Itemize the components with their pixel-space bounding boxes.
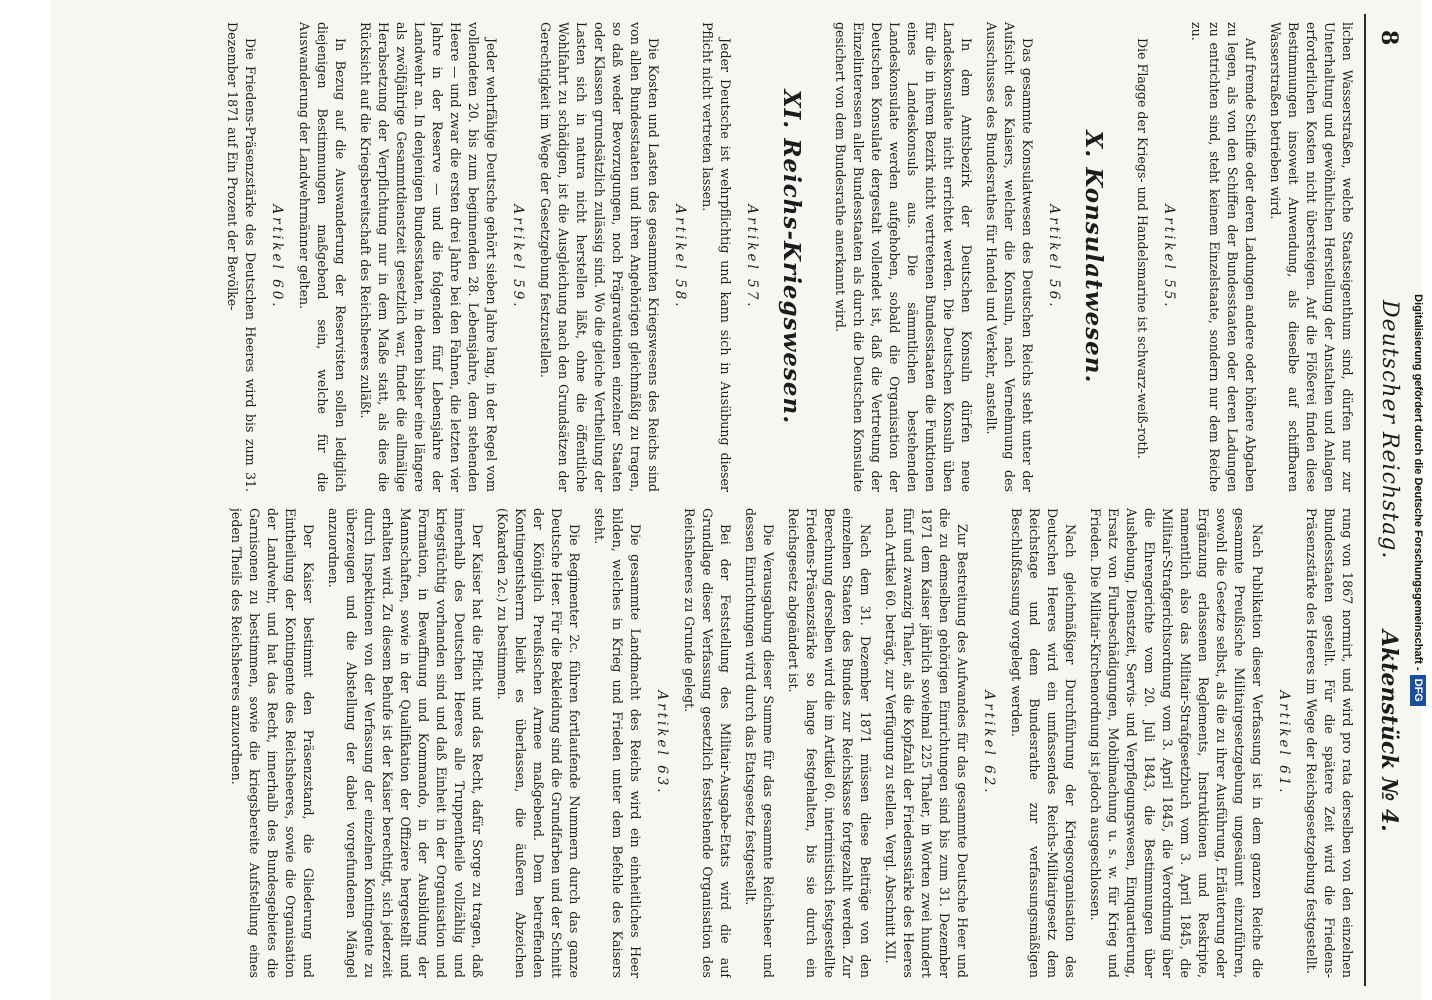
paragraph: Die Kosten und Lasten des gesammten Kriegswesens des Reichs sind von allen Bundesstaaten und ihren Angehörigen gleichmäßig zu tragen, so daß weder Bevorzugungen, noch Prägravationen einzelner Staaten oder Klassen grundsätzlich zulässig sind. Wo die gleiche Vertheilung der Lasten sich in natura nicht herstellen läßt, ohne die öffentliche Wohlfahrt zu schädigen, ist die Ausgleichung nach den Grundsätzen der Gerechtigkeit im Wege der Gesetzgebung festzustellen. [538,22,661,492]
left-column [66,22,1356,492]
article-heading: Artikel 59. [510,204,526,310]
paragraph: Jeder wehrfähige Deutsche gehört sieben Jahre lang, in der Regel vom vollendeten 20. bis zum beginnenden 28. Lebensjahre, dem stehenden Heere — und zwar die ersten drei Jahre bei den Fahnen, die letzten vier Jahre in der Reserve — und die folgenden fünf Lebensjahre der Landwehr an. In denjenigen Bundesstaaten, in denen bisher eine längere als zwölfjährige Gesammtdienstzeit gesetzlich war, findet die allmälige Herabsetzung der Verpflichtung nur in dem Maße statt, als dies die Rücksicht auf die Kriegsbereitschaft des Reichsheeres zuläßt. [358,22,499,492]
page-number: 8 [1376,30,1402,46]
paragraph: In Bezug auf die Auswanderung der Reservisten sollen lediglich diejenigen Bestimmungen maßgebend sein, welche für die Auswanderung der Landwehrmänner gelten. [297,22,348,492]
paragraph: Die Flagge der Kriegs- und Handelsmarine ist schwarz-weiß-roth. [1135,38,1150,459]
paragraph: Das gesammte Konsulatwesen des Deutschen Reichs steht unter der Aufsicht des Kaisers, welcher die Konsuln, nach Vernehmung des Ausschusses des Bundesrathes für Handel und Verkehr, anstellt. [984,22,1035,492]
credit-label: Digitalisierung gefördert durch die Deutsche Forschungsgemeinschaft - [1412,294,1424,671]
dfg-logo: DFG [1410,675,1426,706]
paragraph: Der Kaiser hat die Pflicht und das Recht, dafür Sorge zu tragen, daß innerhalb des Deutschen Heeres alle Truppentheile vollzählig und kriegstüchtig vorhanden sind und daß Einheit in der Organisation und Formation, in Bewaffnung und Kommando, in der Ausbildung der Mannschaften, sowie in der Qualifikation der Offiziere hergestellt und erhalten wird. Zu diesem Behufe ist der Kaiser berechtigt, sich jederzeit durch Inspektionen von der Verfassung der einzelnen Kontingente zu überzeugen und die Abstellung der dabei vorgefundenen Mängel anzuordnen. [326,508,485,978]
paragraph: Zur Bestreitung des Aufwandes für das gesammte Deutsche Heer und die zu demselben gehörigen Einrichtungen sind bis zum 31. Dezember 1871 dem Kaiser jährlich sovielmal 225 Thaler, in Worten zwei hundert fünf und zwanzig Thaler, als die Kopfzahl der Friedensstärke des Heeres nach Artikel 60. beträgt, zur Verfügung zu stellen. Vergl. Abschnitt XII. [883,508,970,978]
header-rule [1364,14,1366,986]
section-heading: XI. Reichs-Kriegswesen. [778,89,805,425]
running-head: Deutscher Reichstag. [1377,300,1402,560]
paragraph: Bei der Feststellung des Militair-Ausgabe-Etats wird die auf Grundlage dieser Verfassung gesetzlich feststehende Organisation des Reichsheeres zu Grunde gelegt. [682,508,733,978]
document-page [50,0,1422,1000]
paragraph: Nach Publikation dieser Verfassung ist in dem ganzen Reiche die gesammte Preußische Militairgesetzgebung ungesäumt einzuführen, sowohl die Gesetze selbst, als die zu ihrer Ausführung, Erläuterung oder Ergänzung erlassenen Reglements, Instruktionen und Reskripte, namentlich also das Militair-Strafgesetzbuch vom 3. April 1845, die Militair-Strafgerichtsordnung vom 3. April 1845, die Verordnung über die Ehrengerichte vom 20. Juli 1843, die Bestimmungen über Aushebung, Dienstzeit, Servis- und Verpflegungswesen, Einquartierung, Ersatz von Flurbeschädigungen, Mobilmachung u. s. w. für Krieg und Frieden. Die Militair-Kirchenordnung ist jedoch ausgeschlossen. [1088,508,1265,978]
paragraph: Nach dem 31. Dezember 1871 müssen diese Beiträge von den einzelnen Staaten des Bundes zur Reichskasse fortgezahlt werden. Zur Berechnung derselben wird die im Artikel 60. interimistisch festgestellte Friedens-Präsenzstärke so lange festgehalten, bis sie durch ein Reichsgesetz abgeändert ist. [786,508,873,978]
article-heading: Artikel 58. [672,204,688,310]
paragraph: Jeder Deutsche ist wehrpflichtig und kann sich in Ausübung dieser Pflicht nicht vertreten lassen. [700,22,733,492]
paragraph: Die Verausgabung dieser Summe für das gesammte Reichsheer und dessen Einrichtungen wird durch das Etatsgesetz festgestellt. [743,508,776,978]
paragraph: Der Kaiser bestimmt den Präsenzstand, die Gliederung und Eintheilung der Kontingente des Reichsheeres, sowie die Organisation der Landwehr, und hat das Recht, innerhalb des Bundesgebietes die Garnisonen zu bestimmen, sowie die kriegsbereite Aufstellung eines jeden Theils des Reichsheeres anzuordnen. [229,508,316,978]
paragraph: Die Regimenter 2c. führen fortlaufende Nummern durch das ganze Deutsche Heer. Für die Bekleidung sind die Grundfarben und der Schnitt der Königlich Preußischen Armee maßgebend. Dem betreffenden Kontingentsherrn bleibt es überlassen, die äußeren Abzeichen (Kokarden 2c.) zu bestimmen. [495,508,582,978]
paragraph: In dem Amtsbezirk der Deutschen Konsuln dürfen neue Landeskonsulate nicht errichtet werden. Die Deutschen Konsuln üben für die in ihrem Bezirk nicht vertretenen Bundesstaaten die Funktionen eines Landeskonsuls aus. Die sämmtlichen bestehenden Landeskonsulate werden aufgehoben, sobald die Organisation der Deutschen Konsulate dergestalt vollendet ist, daß die Vertretung der Einzelinteressen aller Bundesstaaten als durch die Deutschen Konsulate gesichert von dem Bundesrathe anerkannt wird. [833,22,974,492]
article-heading: Artikel 62. [981,690,997,796]
article-heading: Artikel 61. [1276,690,1292,796]
document-number: Aktenstück № 4. [1376,630,1402,832]
article-heading: Artikel 56. [1046,204,1062,310]
section-heading: X. Konsulatwesen. [1080,130,1107,384]
paragraph: Auf fremde Schiffe oder deren Ladungen andere oder höhere Abgaben zu legen, als von den Schiffen der Bundesstaaten oder deren Ladungen zu entrichten sind, steht keinem Einzelstaate, sondern nur dem Reiche zu. [1189,22,1258,492]
article-heading: Artikel 55. [1161,204,1177,310]
right-column [66,508,1356,978]
page-header [1368,10,1408,990]
article-heading: Artikel 60. [269,204,285,310]
paragraph: Die gesammte Landmacht des Reichs wird ein einheitliches Heer bilden, welches in Krieg und Frieden unter dem Befehle des Kaisers steht. [592,508,643,978]
paragraph: Nach gleichmäßiger Durchführung der Kriegsorganisation des Deutschen Heeres wird ein umfassendes Reichs-Militairgesetz dem Reichstage und dem Bundesrathe zur verfassungsmäßigen Beschlußfassung vorgelegt werden. [1009,508,1078,978]
article-heading: Artikel 57. [744,204,760,310]
paragraph: lichen Wasserstraßen, welche Staatseigenthum sind, dürfen nur zur Unterhaltung und gewöhnlichen Herstellung der Anstalten und Anlagen erforderlichen Kosten nicht übersteigen. Auf die Flößerei finden diese Bestimmungen insoweit Anwendung, als dieselbe auf schiffbaren Wasserstraßen betrieben wird. [1268,22,1355,492]
paragraph: rung von 1867 normirt, und wird pro rata derselben von den einzelnen Bundesstaaten gestellt. Für die spätere Zeit wird die Friedens-Präsenzstärke des Heeres im Wege der Reichsgesetzgebung festgestellt. [1304,508,1355,978]
article-heading: Artikel 63. [654,690,670,796]
paragraph: Die Friedens-Präsenzstärke des Deutschen Heeres wird bis zum 31. Dezember 1871 auf Ein Prozent der Bevölke- [225,22,258,492]
digitization-credit [1410,6,1426,994]
